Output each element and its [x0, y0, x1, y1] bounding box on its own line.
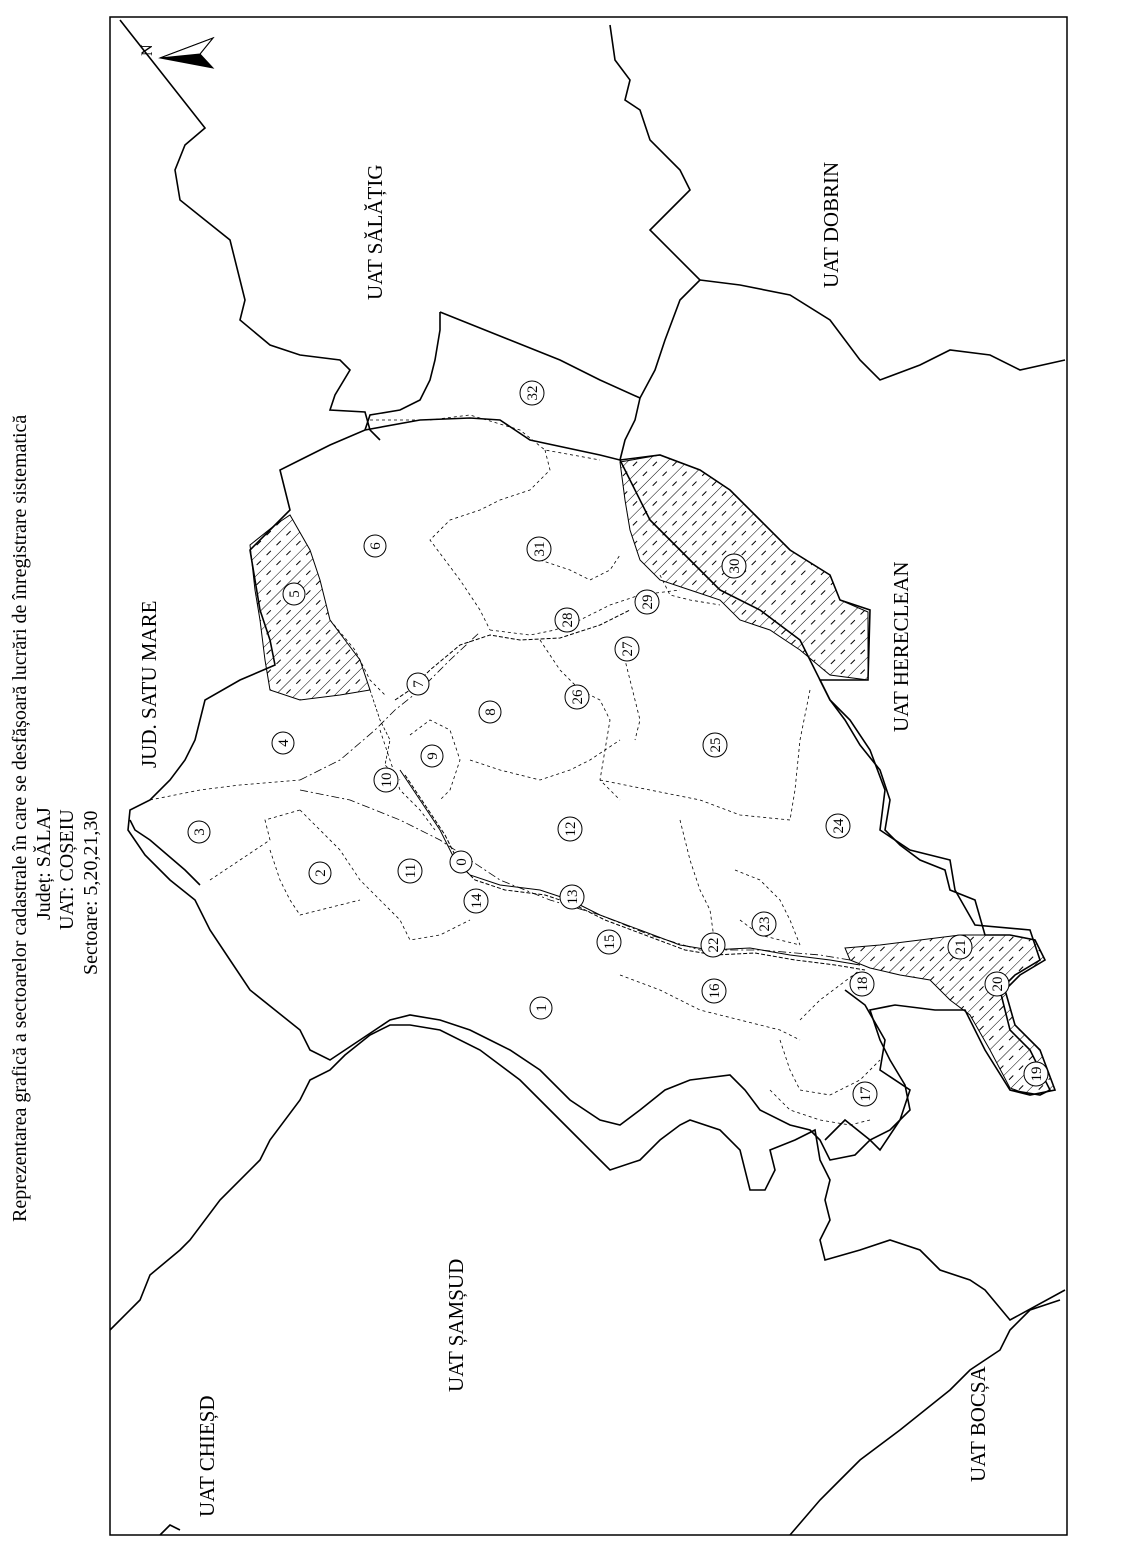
sector-label: 2 — [313, 869, 329, 877]
sector-marker — [1024, 1062, 1048, 1086]
sector-label: 8 — [483, 708, 499, 716]
sector-marker — [752, 912, 776, 936]
north-label: N — [139, 44, 156, 56]
sector-label: 3 — [192, 828, 208, 836]
sector-marker — [722, 554, 746, 578]
neighbor-label-satu-mare: JUD. SATU MARE — [137, 600, 161, 768]
sector-marker — [407, 673, 429, 695]
sector-markers — [188, 381, 1048, 1106]
sector-marker — [615, 637, 639, 661]
sector-marker — [597, 930, 621, 954]
sector-marker — [555, 608, 579, 632]
sector-20-21-area — [845, 935, 1055, 1095]
coseiu-boundary — [128, 418, 1055, 1160]
sector-label: 21 — [953, 939, 969, 955]
sector-marker — [702, 979, 726, 1003]
sector-marker — [701, 933, 725, 957]
sector-label: 23 — [757, 916, 773, 932]
sector-marker — [985, 972, 1009, 996]
sector-marker — [364, 535, 386, 557]
sector-marker — [850, 972, 874, 996]
north-arrow-icon — [139, 38, 213, 68]
sector-label: 18 — [855, 976, 871, 992]
map-frame — [110, 17, 1067, 1535]
sector-marker — [527, 537, 551, 561]
sector-marker — [948, 935, 972, 959]
sector-marker — [558, 817, 582, 841]
sector-marker — [374, 768, 398, 792]
sector-label: 27 — [620, 641, 636, 657]
sector-label: 7 — [411, 680, 427, 688]
sector-label: 24 — [831, 818, 847, 834]
sector-marker — [398, 859, 422, 883]
sector-label: 14 — [469, 893, 485, 909]
sector-label: 31 — [532, 541, 548, 557]
river-corridor — [370, 610, 865, 970]
sector-marker — [530, 997, 552, 1019]
sector-label: 20 — [990, 976, 1006, 992]
sector-label: 9 — [425, 752, 441, 760]
neighbor-boundaries — [110, 20, 1065, 1535]
sector-label: 29 — [640, 594, 656, 610]
sector-marker — [283, 583, 305, 605]
neighbor-label-samsud: UAT ȘAMȘUD — [444, 1258, 468, 1392]
sector-marker — [272, 732, 294, 754]
sector-marker — [826, 814, 850, 838]
sector-label: 30 — [727, 558, 743, 574]
sector-marker — [703, 733, 727, 757]
sector-label: 13 — [565, 889, 581, 905]
title-line-4: Sectoare: 5,20,21,30 — [80, 810, 102, 975]
sector-5-area — [250, 515, 370, 700]
sector-label: 10 — [379, 772, 395, 788]
title-line-2: Județ: SĂLAJ — [33, 807, 55, 920]
sector-label: 32 — [525, 385, 541, 401]
sector-marker — [853, 1082, 877, 1106]
sector-boundaries — [150, 415, 880, 1125]
sector-marker — [520, 381, 544, 405]
sector-label: 16 — [707, 983, 723, 999]
sector-label: 22 — [706, 937, 722, 953]
sector-label: 1 — [534, 1004, 550, 1012]
neighbor-label-dobrin: UAT DOBRIN — [819, 161, 843, 288]
sector-label: 25 — [708, 737, 724, 753]
title-line-1: Reprezentarea grafică a sectoarelor cadastrale în care se desfășoară lucrări de înregistrare sistematică — [9, 414, 31, 1222]
sector-marker — [188, 821, 210, 843]
sector-label: 26 — [570, 689, 586, 705]
sector-label: 0 — [454, 858, 470, 866]
map-title — [9, 415, 102, 1222]
sector-marker — [479, 701, 501, 723]
neighbor-label-bocsa: UAT BOCȘA — [966, 1366, 990, 1482]
sector-label: 28 — [560, 612, 576, 628]
neighbor-label-hereclean: UAT HERECLEAN — [889, 561, 913, 732]
sector-label: 11 — [403, 863, 419, 879]
sector-marker — [635, 590, 659, 614]
sector-label: 12 — [563, 821, 579, 837]
sector-label: 15 — [602, 934, 618, 950]
neighbor-label-salatig: UAT SĂLĂȚIG — [363, 164, 387, 300]
sector-label: 6 — [368, 542, 384, 550]
sector-marker — [565, 685, 589, 709]
sector-marker — [464, 889, 488, 913]
title-line-3: UAT: COȘEIU — [56, 809, 78, 930]
sector-marker — [560, 885, 584, 909]
sector-label: 5 — [287, 590, 303, 598]
sector-marker — [450, 851, 472, 873]
sector-label: 17 — [858, 1086, 874, 1102]
sector-label: 19 — [1029, 1066, 1045, 1082]
sector-marker — [421, 745, 443, 767]
sector-marker — [309, 862, 331, 884]
neighbor-label-chiesd: UAT CHIEȘD — [195, 1395, 219, 1517]
sector-label: 4 — [276, 739, 292, 747]
